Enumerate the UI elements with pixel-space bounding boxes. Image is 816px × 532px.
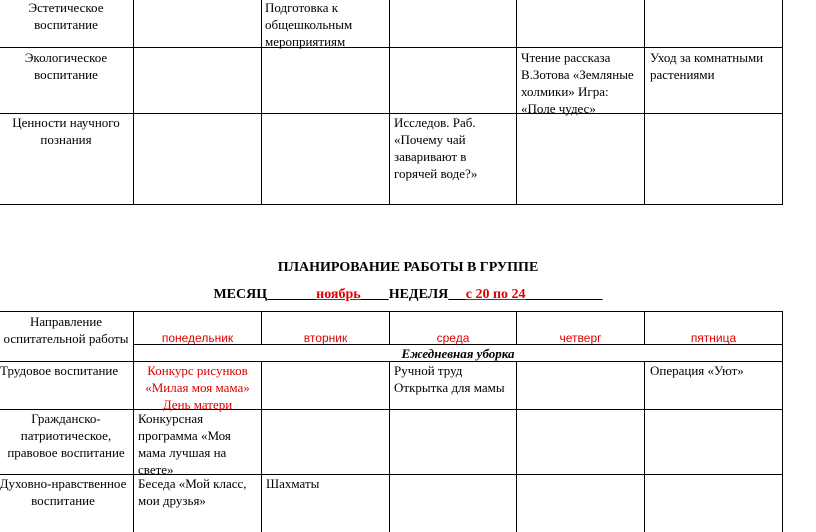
col-divider <box>782 311 783 532</box>
column-header-direction: Направление оспитательной работы <box>3 314 129 346</box>
column-header-tuesday: вторник <box>303 331 348 345</box>
table-cell: Операция «Уют» <box>650 363 744 378</box>
col-divider <box>389 361 390 532</box>
table-cell: Ручной труд Открытка для мамы <box>394 363 505 395</box>
table-cell: Конкурс рисунков «Милая моя мама» День матери <box>145 363 250 412</box>
table-cell: Шахматы <box>266 476 320 491</box>
week-label: НЕДЕЛЯ <box>388 287 449 302</box>
col-divider <box>516 361 517 532</box>
column-header-monday: понедельник <box>161 331 234 345</box>
column-header-wednesday: среда <box>436 331 470 345</box>
month-blank <box>267 287 316 302</box>
col-divider <box>516 0 517 204</box>
row-divider <box>0 204 783 205</box>
table-cell: Конкурсная программа «Моя мама лучшая на свете» <box>138 411 231 477</box>
daily-note: Ежедневная уборка <box>401 346 515 361</box>
table-cell: Исследов. Раб. «Почему чай заваривают в горячей воде?» <box>394 115 478 181</box>
page-title: ПЛАНИРОВАНИЕ РАБОТЫ В ГРУППЕ <box>277 260 539 275</box>
week-value: с 20 по 24 <box>465 287 526 302</box>
col-divider <box>389 0 390 204</box>
col-divider <box>261 361 262 532</box>
row-divider <box>0 311 783 312</box>
direction-cell: Эстетическое воспитание <box>28 0 104 32</box>
direction-cell: Духовно-нравственное воспитание <box>0 476 127 508</box>
direction-cell: Ценности научного познания <box>12 115 120 147</box>
col-divider <box>782 0 783 204</box>
month-week-line <box>0 287 816 303</box>
table-cell: Уход за комнатными растениями <box>650 50 764 82</box>
month-value: ноябрь <box>316 287 361 302</box>
table-cell: Чтение рассказа В.Зотова «Земляные холмики» Игра: «Поле чудес» <box>521 50 634 116</box>
direction-cell: Трудовое воспитание <box>0 363 119 378</box>
direction-cell: Экологическое воспитание <box>24 50 108 82</box>
table-cell: Подготовка к общешкольным мероприятиям <box>265 0 353 49</box>
table-cell: Беседа «Мой класс, мои друзья» <box>138 476 247 508</box>
col-divider <box>133 0 134 204</box>
direction-cell: Гражданско-патриотическое, правовое воспитание <box>7 411 125 460</box>
col-divider <box>644 361 645 532</box>
col-divider <box>261 0 262 204</box>
row-divider <box>0 47 783 48</box>
column-header-thursday: четверг <box>559 331 602 345</box>
column-header-friday: пятница <box>690 331 737 345</box>
month-label: МЕСЯЦ <box>213 287 268 302</box>
col-divider <box>644 0 645 204</box>
